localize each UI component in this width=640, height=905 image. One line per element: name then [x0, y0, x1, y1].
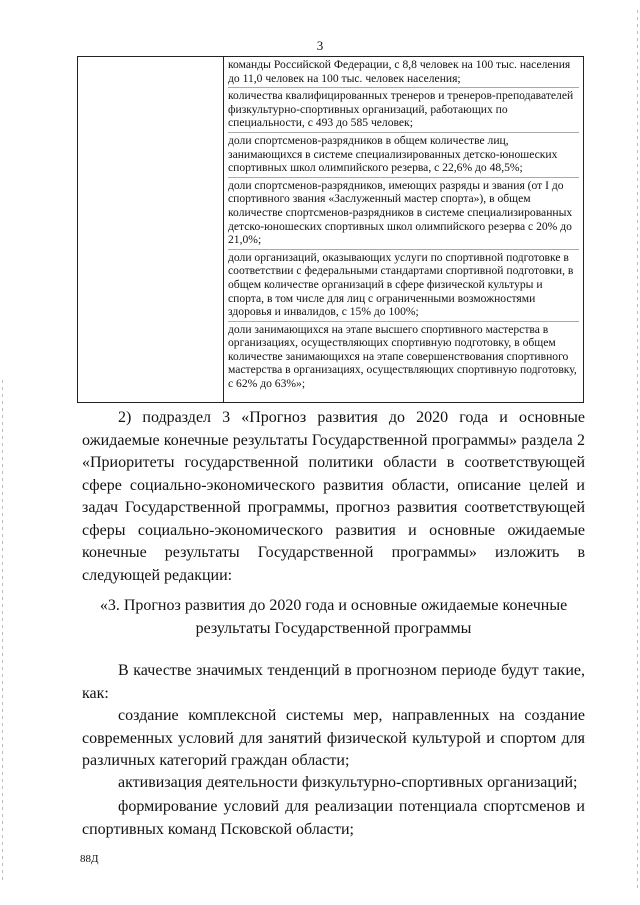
paragraph-trend-1: создание комплексной системы мер, направленных на создание современных условий для занятий физической культурой и спортом для различных категорий граждан области;: [82, 707, 585, 769]
table-item: доли спортсменов-разрядников, имеющих разряды и звания (от I до спортивного звания «Заслуженный мастер спорта»), в общем количестве спортсменов-разрядников в системе специализированных детско-юношеских спортивных школ олимпийского резерва с 20% до 21,0%;: [228, 178, 579, 250]
page-number: 3: [316, 38, 324, 53]
table-item: доли организаций, оказывающих услуги по спортивной подготовке в соответствии с федеральными стандартами спортивной подготовки, в общем количестве организаций в сфере физической культуры и спорта, в том числе для лиц с ограниченными возможностями здоровья и инвалидов, с 15% до 100%;: [228, 250, 579, 322]
table-item: количества квалифицированных тренеров и тренеров-преподавателей физкультурно-спортивных организаций, работающих по специальности, с 493 до 585 человек;: [228, 88, 579, 133]
section-heading-line-1: «3. Прогноз развития до 2020 года и основные ожидаемые конечные: [99, 597, 568, 614]
section-heading: [82, 595, 585, 640]
paragraph-trend-3: формирование условий для реализации потенциала спортсменов и спортивных команд Псковской области;: [82, 798, 585, 838]
section-heading-line-2: результаты Государственной программы: [195, 619, 472, 637]
table-right-column: [224, 57, 583, 402]
table-item: доли занимающихся на этапе высшего спортивного мастерства в организациях, осуществляющих спортивную подготовку, в общем количестве занимающихся на этапе совершенствования спортивного мастерства в организациях, осуществляющих спортивную подготовку, с 62% до 63%»;: [228, 322, 577, 391]
paragraph-trends-intro: В качестве значимых тенденций в прогнозном периоде будут такие, как:: [82, 662, 585, 702]
paragraph-amendment: 2) подраздел 3 «Прогноз развития до 2020 года и основные ожидаемые конечные результаты Государственной программы» раздела 2 «Приоритеты государственной политики области в соответствующей сфере социально-экономического развития области, описание целей и задач Государственной программы, прогноз развития соответствующей сферы социально-экономического развития и основные ожидаемые конечные результаты Государственной программы» изложить в следующей редакции:: [82, 409, 585, 584]
table-item: доли спортсменов-разрядников в общем количестве лиц, занимающихся в системе специализированных детско-юношеских спортивных школ олимпийского резерва, с 22,6% до 48,5%;: [228, 133, 579, 178]
table-left-column: [78, 57, 224, 402]
indicator-table: [77, 56, 584, 403]
scan-edge-right: [637, 10, 638, 890]
scan-edge-left: [2, 380, 3, 880]
paragraph-trend-2: активизация деятельности физкультурно-спортивных организаций;: [118, 774, 578, 791]
document-code: 88Д: [80, 853, 99, 865]
table-item: команды Российской Федерации, с 8,8 человек на 100 тыс. населения до 11,0 человек на 100 тыс. человек населения;: [228, 57, 579, 88]
